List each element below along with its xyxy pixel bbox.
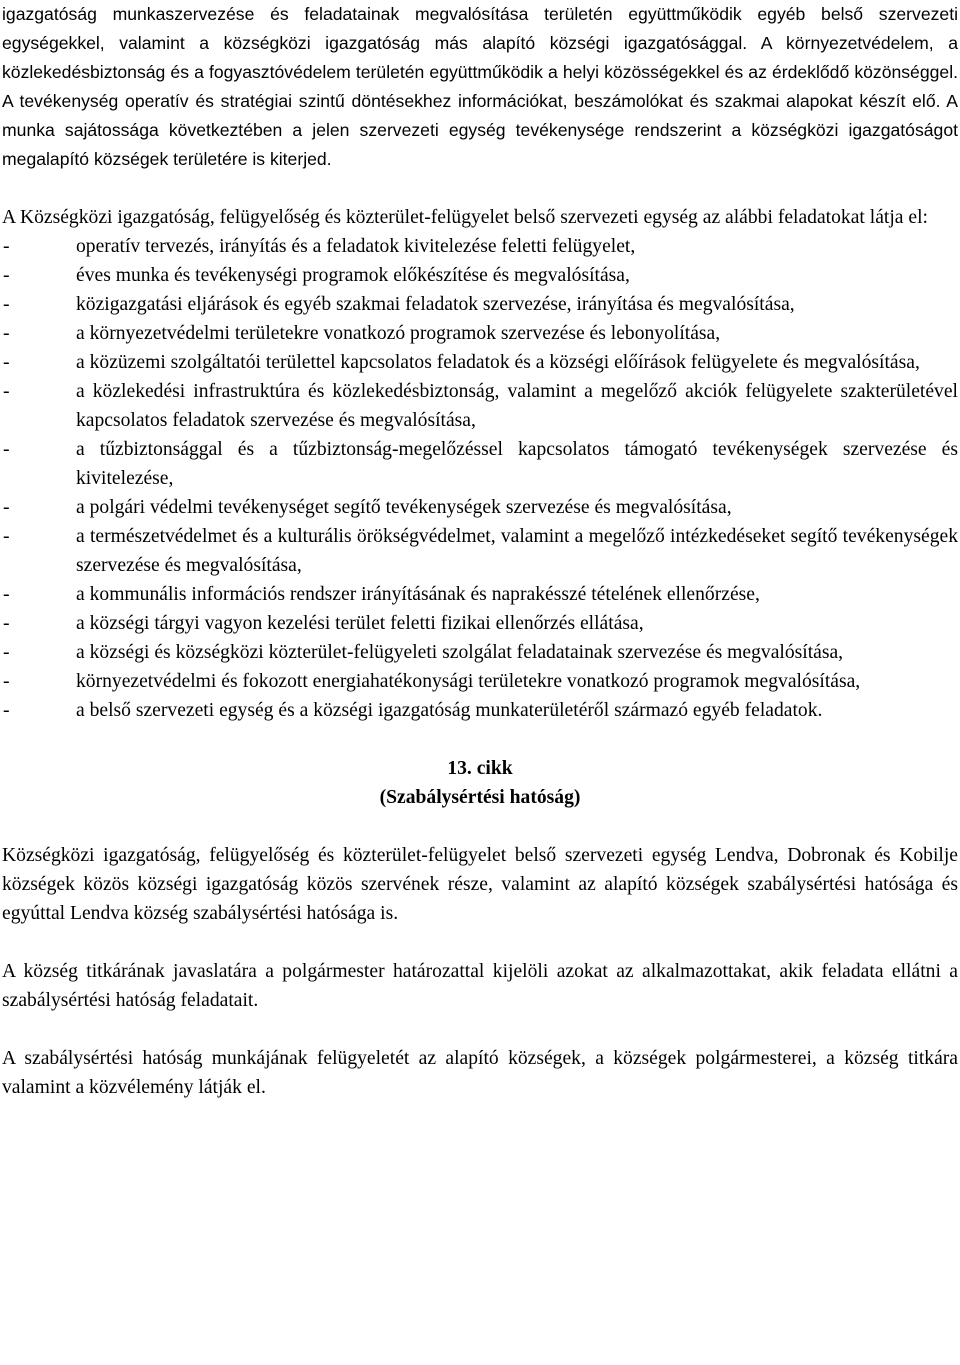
task-text: a természetvédelmet és a kulturális örökségvédelmet, valamint a megelőző intézkedéseket segítő tevékenységek szervezése és megvalósítása, — [76, 526, 958, 576]
dash-bullet: - — [3, 265, 10, 286]
task-text: közigazgatási eljárások és egyéb szakmai feladatok szervezése, irányítása és megvalósítása, — [76, 294, 795, 315]
task-list-item — [2, 232, 958, 261]
task-list — [2, 232, 958, 725]
task-text: a környezetvédelmi területekre vonatkozó programok szervezése és lebonyolítása, — [76, 323, 721, 344]
dash-bullet: - — [3, 700, 10, 721]
task-list-item — [2, 580, 958, 609]
task-list-item — [2, 435, 958, 493]
task-list-item — [2, 522, 958, 580]
paragraph-gap — [2, 1015, 958, 1044]
task-text: éves munka és tevékenységi programok előkészítése és megvalósítása, — [76, 265, 630, 286]
dash-bullet: - — [3, 613, 10, 634]
task-text: a községi és községközi közterület-felügyeleti szolgálat feladatainak szervezése és megvalósítása, — [76, 642, 844, 663]
task-list-item — [2, 696, 958, 725]
dash-bullet: - — [3, 294, 10, 315]
paragraph-gap — [2, 928, 958, 957]
task-list-item — [2, 319, 958, 348]
task-text: a belső szervezeti egység és a községi igazgatóság munkaterületéről származó egyéb feladatok. — [76, 700, 823, 721]
task-list-item — [2, 348, 958, 377]
dash-bullet: - — [3, 236, 10, 257]
dash-bullet: - — [3, 584, 10, 605]
dash-bullet: - — [3, 352, 10, 373]
tasks-lead-paragraph: A Községközi igazgatóság, felügyelőség és közterület-felügyelet belső szervezeti egység az alábbi feladatokat látja el: — [2, 207, 928, 228]
task-text: a közlekedési infrastruktúra és közlekedésbiztonság, valamint a megelőző akciók felügyelete szakterületével kapcsolatos feladatok szervezése és megvalósítása, — [76, 381, 958, 431]
task-list-item — [2, 290, 958, 319]
article-title: (Szabálysértési hatóság) — [379, 787, 581, 808]
dash-bullet: - — [3, 323, 10, 344]
article-number: 13. cikk — [447, 758, 513, 779]
paragraph-gap — [2, 812, 958, 841]
body-paragraph: A község titkárának javaslatára a polgármester határozattal kijelöli azokat az alkalmazottakat, akik feladata ellátni a szabálysértési hatóság feladatait. — [2, 961, 958, 1011]
paragraph-gap — [2, 174, 958, 203]
dash-bullet: - — [3, 671, 10, 692]
task-list-item — [2, 638, 958, 667]
body-paragraph: Községközi igazgatóság, felügyelőség és közterület-felügyelet belső szervezeti egység Lendva, Dobronak és Kobilje községek közös községi igazgatóság közös szervének része, valamint az alapító községek szabálysértési hatósága és egyúttal Lendva község szabálysértési hatósága is. — [2, 845, 958, 924]
task-list-item — [2, 261, 958, 290]
task-text: operatív tervezés, irányítás és a feladatok kivitelezése feletti felügyelet, — [76, 236, 636, 257]
task-text: a tűzbiztonsággal és a tűzbiztonság-megelőzéssel kapcsolatos támogató tevékenységek szervezése és kivitelezése, — [76, 439, 958, 489]
paragraph-gap — [2, 725, 958, 754]
task-list-item — [2, 667, 958, 696]
task-text: a közüzemi szolgáltatói területtel kapcsolatos feladatok és a községi előírások felügyelete és megvalósítása, — [76, 352, 920, 373]
task-text: a községi tárgyi vagyon kezelési terület feletti fizikai ellenőrzés ellátása, — [76, 613, 644, 634]
dash-bullet: - — [3, 497, 10, 518]
dash-bullet: - — [3, 381, 10, 402]
task-text: a polgári védelmi tevékenységet segítő tevékenységek szervezése és megvalósítása, — [76, 497, 732, 518]
intro-paragraph: igazgatóság munkaszervezése és feladatainak megvalósítása területén együttműködik egyéb belső szervezeti egységekkel, valamint a községközi igazgatóság más alapító községi igazgatósággal. A környezetvédelem, a közlekedésbiztonság és a fogyasztóvédelem területén együttműködik a helyi közösségekkel és az érdeklődő közönséggel. A tevékenység operatív és stratégiai szintű döntésekhez információkat, beszámolókat és szakmai alapokat készít elő. A munka sajátossága következtében a jelen szervezeti egység tevékenysége rendszerint a községközi igazgatóságot megalapító községek területére is kiterjed. — [2, 4, 958, 169]
task-text: a kommunális információs rendszer irányításának és naprakésszé tételének ellenőrzése, — [76, 584, 760, 605]
task-list-item — [2, 609, 958, 638]
dash-bullet: - — [3, 439, 10, 460]
dash-bullet: - — [3, 642, 10, 663]
task-text: környezetvédelmi és fokozott energiahatékonysági területekre vonatkozó programok megvalósítása, — [76, 671, 861, 692]
task-list-item — [2, 493, 958, 522]
body-paragraph: A szabálysértési hatóság munkájának felügyeletét az alapító községek, a községek polgármesterei, a község titkára valamint a közvélemény látják el. — [2, 1048, 958, 1098]
task-list-item — [2, 377, 958, 435]
dash-bullet: - — [3, 526, 10, 547]
